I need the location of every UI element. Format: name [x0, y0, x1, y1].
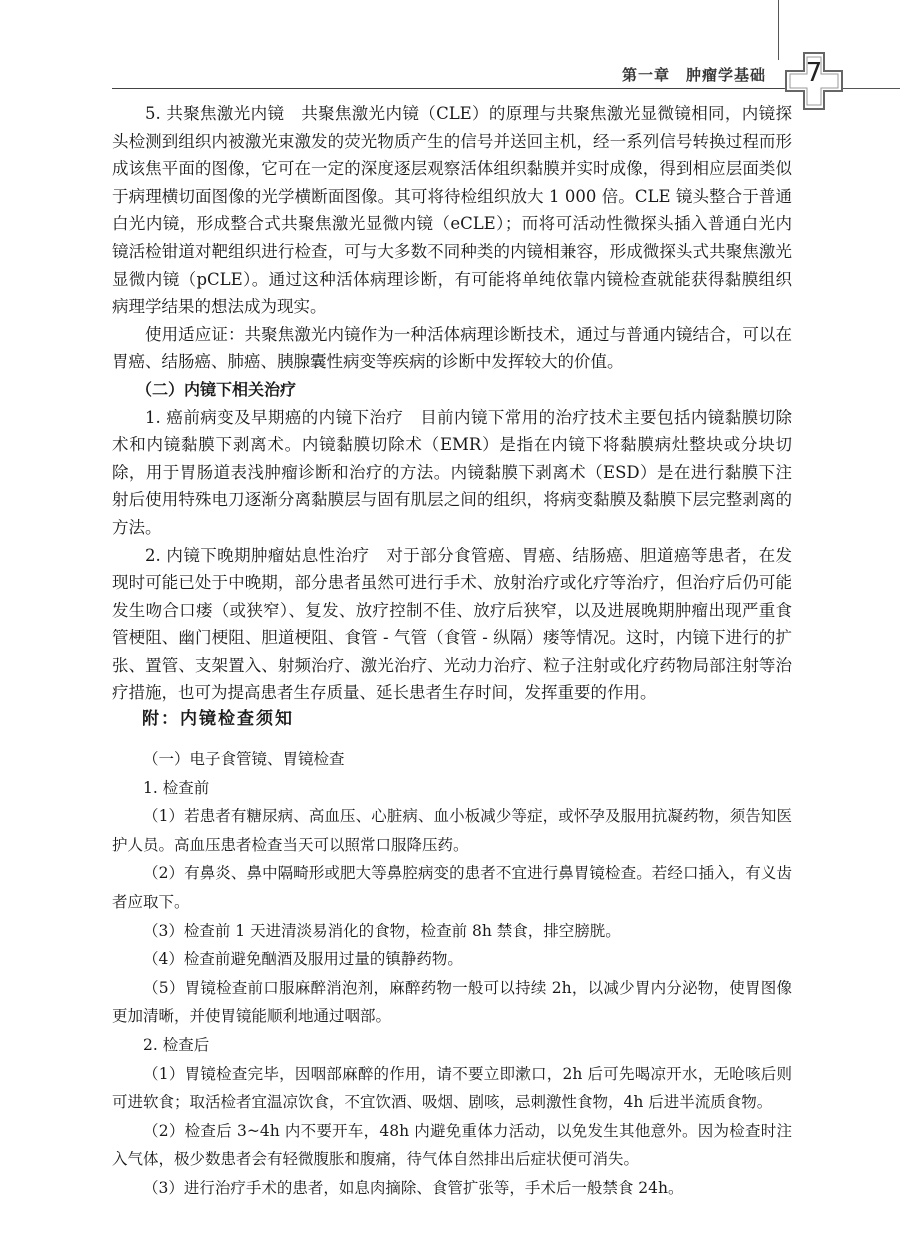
after-item: （3）进行治疗手术的患者，如息肉摘除、食管扩张等，手术后一般禁食 24h。 — [143, 1178, 684, 1197]
appendix — [112, 705, 792, 1203]
paragraph-cle: 5. 共聚焦激光内镜 共聚焦激光内镜（CLE）的原理与共聚焦激光显微镜相同，内镜探头检测到组织内被激光束激发的荧光物质产生的信号并送回主机，经一系列信号转换过程而形成该焦平面的图像，它可在一定的深度逐层观察活体组织黏膜并实时成像，得到相应层面类似于病理横切面图像的光学横断面图像。其可将待检组织放大 1 000 倍。CLE 镜头整合于普通白光内镜，形成整合式共聚焦激光显微内镜（eCLE）；而将可活动性微探头插入普通白光内镜活检钳道对靶组织进行检查，可与大多数不同种类的内镜相兼容，形成微探头式共聚焦激光显微内镜（pCLE）。通过这种活体病理诊断，有可能将单纯依靠内镜检查就能获得黏膜组织病理学结果的想法成为现实。 — [112, 104, 792, 317]
header-rule — [112, 88, 784, 89]
after-item: （1）胃镜检查完毕，因咽部麻醉的作用，请不要立即漱口，2h 后可先喝凉开水，无呛咳后则可进软食；取活检者宜温凉饮食，不宜饮酒、吸烟、剧咳，忌刺激性食物，4h 后进半流质食物。 — [112, 1064, 792, 1112]
paragraph-early-cancer: 1. 癌前病变及早期癌的内镜下治疗 目前内镜下常用的治疗技术主要包括内镜黏膜切除术和内镜黏膜下剥离术。内镜黏膜切除术（EMR）是指在内镜下将黏膜病灶整块或分块切除，用于胃肠道表浅肿瘤诊断和治疗的方法。内镜黏膜下剥离术（ESD）是在进行黏膜下注射后使用特殊电刀逐渐分离黏膜层与固有肌层之间的组织，将病变黏膜及黏膜下层完整剥离的方法。 — [112, 407, 792, 537]
before-item: （1）若患者有糖尿病、高血压、心脏病、血小板减少等症，或怀孕及服用抗凝药物，须告知医护人员。高血压患者检查当天可以照常口服降压药。 — [112, 807, 792, 854]
before-item: （2）有鼻炎、鼻中隔畸形或肥大等鼻腔病变的患者不宜进行鼻胃镜检查。若经口插入，有义齿者应取下。 — [112, 864, 792, 911]
page-number: 7 — [805, 58, 823, 88]
header-corner-line — [778, 0, 779, 60]
appendix-title: 附：内镜检查须知 — [142, 709, 294, 729]
after-heading: 2. 检查后 — [143, 1035, 210, 1054]
paragraph-cle-indication: 使用适应证：共聚焦激光内镜作为一种活体病理诊断技术，通过与普通内镜结合，可以在胃癌、结肠癌、肺癌、胰腺囊性病变等疾病的诊断中发挥较大的价值。 — [112, 324, 792, 372]
main-content — [112, 100, 792, 707]
before-item: （4）检查前避免酗酒及服用过量的镇静药物。 — [143, 950, 463, 969]
before-item: （3）检查前 1 天进清淡易消化的食物，检查前 8h 禁食，排空膀胱。 — [143, 921, 621, 940]
before-item: （5）胃镜检查前口服麻醉消泡剂，麻醉药物一般可以持续 2h，以减少胃内分泌物，使胃图像更加清晰，并使胃镜能顺利地通过咽部。 — [112, 978, 792, 1026]
after-item: （2）检查后 3~4h 内不要开车，48h 内避免重体力活动，以免发生其他意外。因为检查时注入气体，极少数患者会有轻微腹胀和腹痛，待气体自然排出后症状便可消失。 — [112, 1121, 792, 1169]
section-heading: （二）内镜下相关治疗 — [136, 379, 297, 399]
before-heading: 1. 检查前 — [143, 778, 210, 797]
appendix-section-heading: （一）电子食管镜、胃镜检查 — [143, 750, 345, 768]
running-head: 第一章 肿瘤学基础 — [621, 66, 766, 84]
paragraph-palliative: 2. 内镜下晚期肿瘤姑息性治疗 对于部分食管癌、胃癌、结肠癌、胆道癌等患者，在发现时可能已处于中晚期，部分患者虽然可进行手术、放射治疗或化疗等治疗，但治疗后仍可能发生吻合口瘘（或狭窄）、复发、放疗控制不佳、放疗后狭窄，以及进展晚期肿瘤出现严重食管梗阻、幽门梗阻、胆道梗阻、食管 - 气管（食管 - 纵隔）瘘等情况。这时，内镜下进行的扩张、置管、支架置入、射频治疗、激光治疗、光动力治疗、粒子注射或化疗药物局部注射等治疗措施，也可为提高患者生存质量、延长患者生存时间，发挥重要的作用。 — [112, 545, 792, 703]
